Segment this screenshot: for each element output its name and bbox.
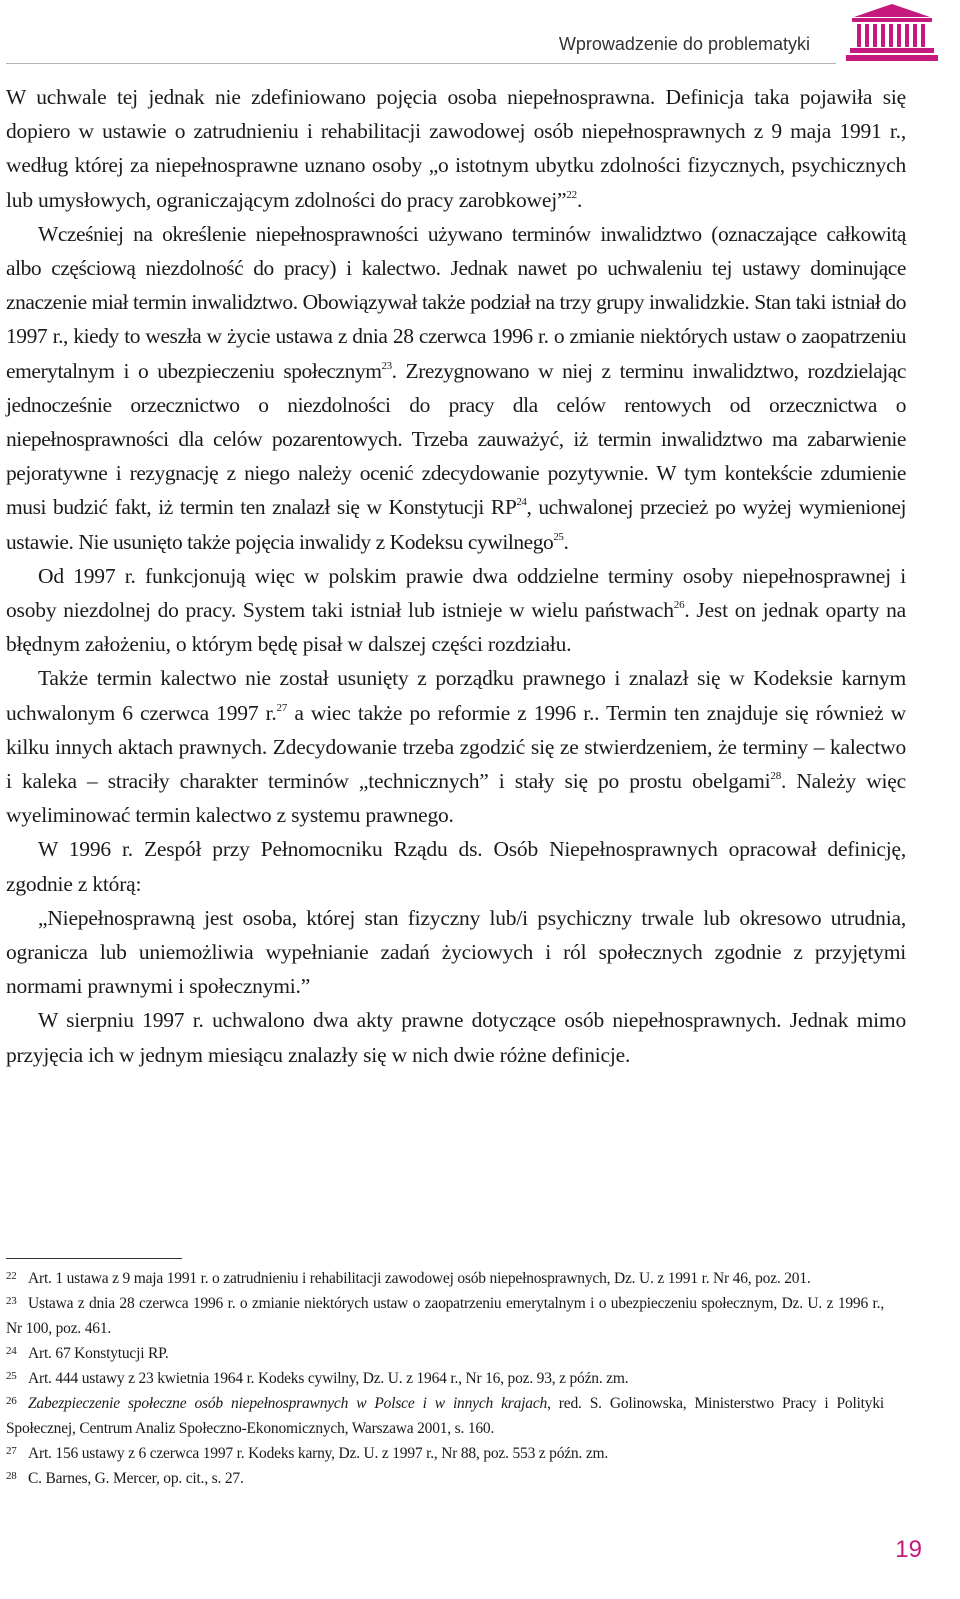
- header-rule: [6, 63, 836, 64]
- paragraph: W uchwale tej jednak nie zdefiniowano pojęcia osoba niepełnosprawna. Definicja taka pojawiła się dopiero w ustawie o zatrudnieniu i rehabilitacji zawodowej osób niepełnosprawnych z 9 maja 1991 r., według której za niepełnosprawne uznano osoby „o istotnym ubytku zdolności fizycznych, psychicznych lub umysłowych, ograniczającym zdolności do pracy zarobkowej”$^{22}$.: [6, 85, 906, 212]
- footnote: 25 Art. 444 ustawy z 23 kwietnia 1964 r. Kodeks cywilny, Dz. U. z 1964 r., Nr 16, poz. 93, z późn. zm.: [6, 1370, 629, 1387]
- footnote: 23 Ustawa z dnia 28 czerwca 1996 r. o zmianie niektórych ustaw o zaopatrzeniu emerytalnym i o ubezpieczeniu społecznym, Dz. U. z 1996 r., Nr 100, poz. 461.: [6, 1295, 884, 1337]
- paragraph: W 1996 r. Zespół przy Pełnomocniku Rządu ds. Osób Niepełnosprawnych opracował definicję, zgodnie z którą:: [6, 837, 906, 896]
- footnote: 22 Art. 1 ustawa z 9 maja 1991 r. o zatrudnieniu i rehabilitacji zawodowej osób niepełnosprawnych, Dz. U. z 1991 r. Nr 46, poz. 201.: [6, 1270, 811, 1287]
- definition-quote: „Niepełnosprawną jest osoba, której stan fizyczny lub/i psychiczny trwale lub okresowo utrudnia, ogranicza lub uniemożliwia wypełnianie zadań życiowych i ról społecznych zgodnie z przyjętymi normami prawnymi i społecznymi.”: [6, 905, 906, 999]
- pillared-building-icon: [846, 2, 938, 62]
- page-number: 19: [895, 1536, 922, 1563]
- paragraph: Także termin kalectwo nie został usunięty z porządku prawnego i znalazł się w Kodeksie karnym uchwalonym 6 czerwca 1997 r.$^{27}$ a wiec także po reformie z 1996 r.. Termin ten znajduje się również w kilku innych aktach prawnych. Zdecydowanie trzeba zgodzić się ze stwierdzeniem, że terminy – kalectwo i kaleka – straciły charakter terminów „technicznych” i stały się po prostu obelgami$^{28}$. Należy więc wyeliminować termin kalectwo z systemu prawnego.: [6, 666, 906, 828]
- footnote-ref: 22: [566, 188, 577, 201]
- footnote-ref: 24: [516, 496, 527, 509]
- footnote: 24 Art. 67 Konstytucji RP.: [6, 1345, 169, 1362]
- footnote: 28 C. Barnes, G. Mercer, op. cit., s. 27.: [6, 1470, 244, 1487]
- page-header: [0, 0, 960, 66]
- footnote: 26 Zabezpieczenie społeczne osób niepełnosprawnych w Polsce i w innych krajach, red. S. Golinowska, Ministerstwo Pracy i Polityki Społecznej, Centrum Analiz Społeczno-Ekonomicznych, Warszawa 2001, s. 160.: [6, 1395, 884, 1437]
- footnote-rule: [6, 1258, 182, 1259]
- cited-title: Zabezpieczenie społeczne osób niepełnosprawnych w Polsce i w innych krajach: [28, 1395, 548, 1412]
- paragraph: Wcześniej na określenie niepełnosprawności używano terminów inwalidztwo (oznaczające całkowitą albo częściową niezdolność do pracy) i kalectwo. Jednak nawet po uchwaleniu tej ustawy dominujące znaczenie miał termin inwalidztwo. Obowiązywał także podział na trzy grupy inwalidzkie. Stan taki istniał do 1997 r., kiedy to weszła w życie ustawa z dnia 28 czerwca 1996 r. o zmianie niektórych ustaw o zaopatrzeniu emerytalnym i o ubezpieczeniu społecznym$^{23}$. Zrezygnowano w niej z terminu inwalidztwo, rozdzielając jednocześnie orzecznictwo o niezdolności do pracy dla celów rentowych od orzecznictwa o niepełnosprawności dla celów pozarentowych. Trzeba zauważyć, iż termin inwalidztwo ma zabarwienie pejoratywne i rezygnację z niego należy ocenić zdecydowanie pozytywnie. W tym kontekście zdumienie musi budzić fakt, iż termin ten znalazł się w Konstytucji RP$^{24}$, uchwalonej przecież po wyżej wymienionej ustawie. Nie usunięto także pojęcia inwalidy z Kodeksu cywilnego$^{25}$.: [6, 221, 906, 554]
- main-text: [6, 80, 906, 1072]
- footnotes: [6, 1266, 884, 1491]
- footnote-ref: 26: [673, 599, 685, 612]
- footnote-ref: 23: [381, 359, 392, 372]
- paragraph: Od 1997 r. funkcjonują więc w polskim prawie dwa oddzielne terminy osoby niepełnosprawnej i osoby niezdolnej do pracy. System taki istniał lub istnieje w wielu państwach$^{26}$. Jest on jednak oparty na błędnym założeniu, o którym będę pisał w dalszej części rozdziału.: [6, 563, 907, 657]
- paragraph: W sierpniu 1997 r. uchwalono dwa akty prawne dotyczące osób niepełnosprawnych. Jednak mimo przyjęcia ich w jednym miesiącu znalazły się w nich dwie różne definicje.: [6, 1008, 906, 1067]
- footnote: 27 Art. 156 ustawy z 6 czerwca 1997 r. Kodeks karny, Dz. U. z 1997 r., Nr 88, poz. 553 z późn. zm.: [6, 1445, 609, 1462]
- footnote-ref: 27: [276, 701, 288, 714]
- running-header-title: Wprowadzenie do problematyki: [558, 34, 810, 54]
- footnote-ref: 28: [770, 770, 781, 783]
- footnote-ref: 25: [553, 530, 564, 543]
